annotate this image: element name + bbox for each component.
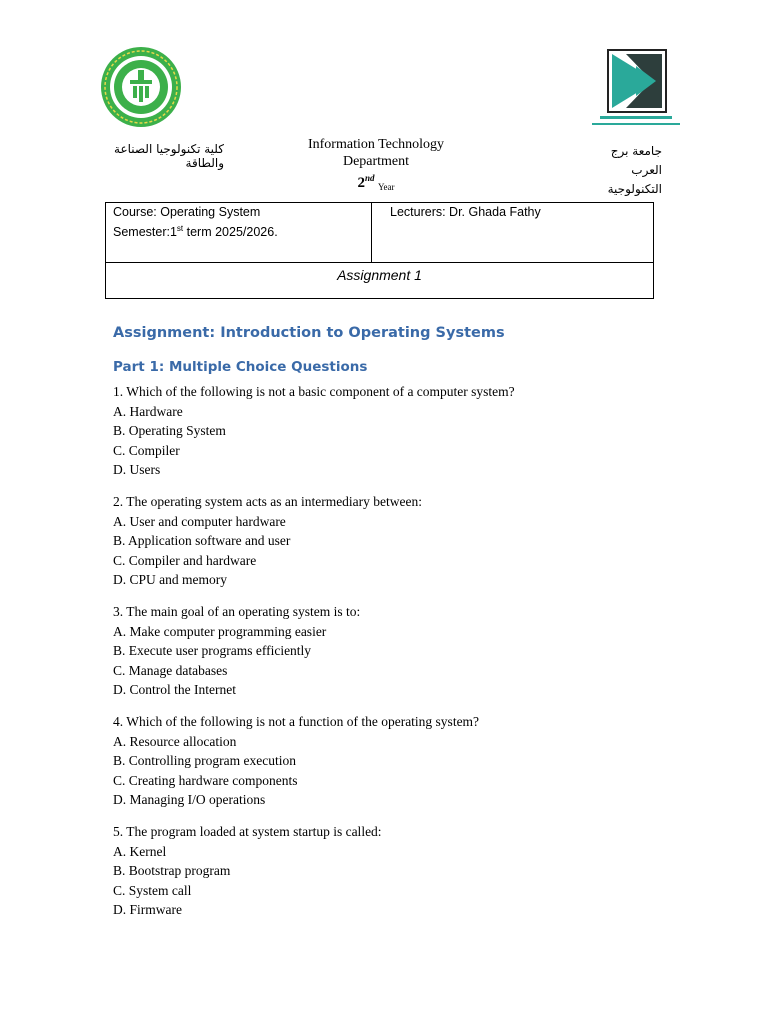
semester-label: [113, 224, 278, 239]
question-text: 2. The operating system acts as an intermediary between:: [113, 494, 423, 509]
question-text: 5. The program loaded at system startup is called:: [113, 824, 382, 839]
questions-list: [113, 382, 673, 932]
question-block: [113, 602, 673, 700]
option-b: B. Execute user programs efficiently: [113, 643, 312, 658]
info-top-row: [106, 203, 653, 263]
option-b: B. Bootstrap program: [113, 863, 231, 878]
option-d: D. Control the Internet: [113, 682, 236, 697]
option-a: A. Resource allocation: [113, 733, 237, 749]
year-line: [276, 170, 476, 196]
semester-sup: st: [176, 224, 184, 233]
option-c: C. Creating hardware components: [113, 772, 298, 788]
option-a: A. Kernel: [113, 843, 167, 859]
question-text: 4. Which of the following is not a function of the operating system?: [113, 714, 480, 729]
course-label: Course: Operating System: [113, 205, 261, 219]
table-divider: [371, 203, 372, 263]
faculty-seal-logo: [100, 46, 182, 128]
option-a: A. Make computer programming easier: [113, 623, 327, 639]
option-c: C. Compiler and hardware: [113, 552, 257, 568]
university-logo: [586, 46, 686, 134]
question-text: 1. Which of the following is not a basic component of a computer system?: [113, 384, 515, 399]
year-number: 2: [357, 175, 365, 191]
option-b: B. Application software and user: [113, 533, 291, 548]
option-d: D. Firmware: [113, 902, 182, 917]
option-d: D. Users: [113, 462, 161, 477]
option-a: A. Hardware: [113, 403, 183, 419]
department-title: [276, 136, 476, 196]
lecturers-label: Lecturers: Dr. Ghada Fathy: [390, 205, 541, 219]
option-c: C. Compiler: [113, 442, 180, 458]
main-heading: Assignment: Introduction to Operating Systems: [113, 325, 505, 341]
option-b: B. Operating System: [113, 423, 226, 438]
assignment-title: Assignment 1: [337, 267, 422, 283]
year-suffix: nd: [364, 173, 375, 183]
university-ar-line-1: جامعة برج العرب: [610, 144, 662, 177]
dept-line-1: Information Technology: [307, 137, 444, 152]
part-heading: Part 1: Multiple Choice Questions: [113, 359, 368, 375]
option-b: B. Controlling program execution: [113, 753, 296, 768]
option-d: D. CPU and memory: [113, 572, 227, 587]
university-ar-line-2: التكنولوجية: [607, 182, 662, 196]
dept-line-2: Department: [342, 154, 410, 169]
question-text: 3. The main goal of an operating system is to:: [113, 604, 361, 619]
option-d: D. Managing I/O operations: [113, 792, 266, 807]
question-block: [113, 382, 673, 480]
option-c: C. Manage databases: [113, 662, 228, 678]
option-c: C. System call: [113, 882, 192, 898]
question-block: [113, 492, 673, 590]
year-word: Year: [377, 182, 395, 192]
semester-prefix: Semester:1: [113, 225, 177, 239]
university-name-arabic: [578, 142, 662, 199]
semester-rest: term 2025/2026.: [183, 225, 278, 239]
course-info-table: [105, 202, 654, 299]
faculty-name-arabic: كلية تكنولوجيا الصناعة والطاقة: [114, 142, 224, 170]
question-block: [113, 822, 673, 920]
option-a: A. User and computer hardware: [113, 513, 286, 529]
question-block: [113, 712, 673, 810]
